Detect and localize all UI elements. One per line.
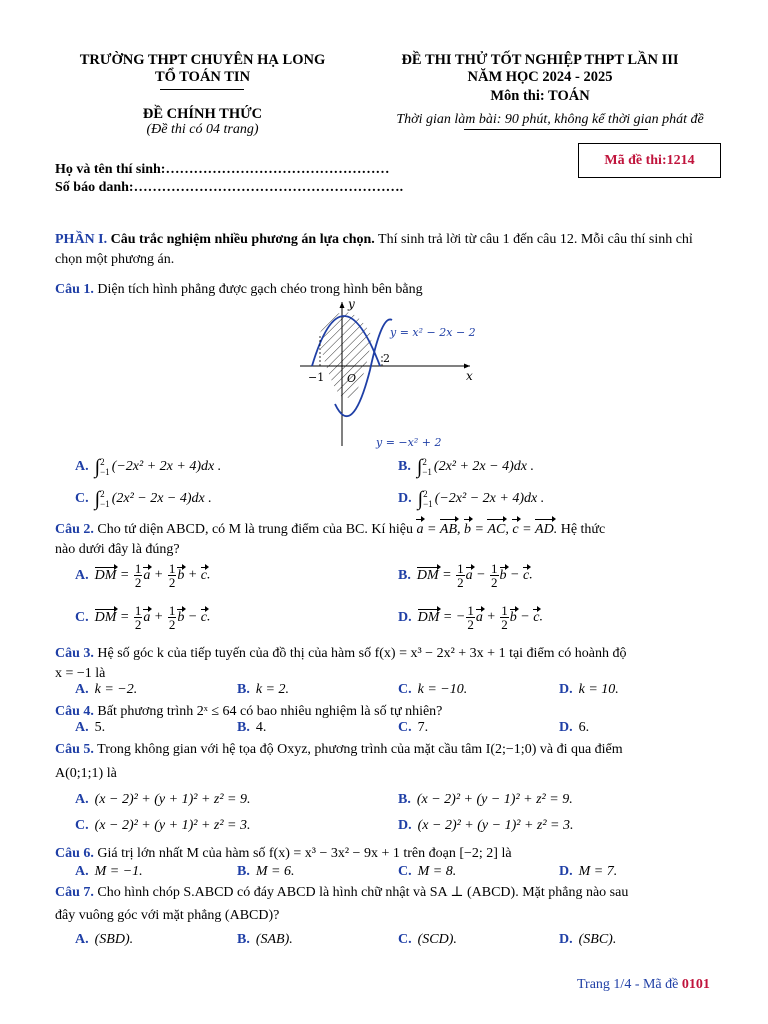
q4-opt-d: 6. (578, 720, 590, 735)
q1-opt-c-expr: (2x² − 2x − 4)dx . (111, 491, 212, 506)
x-axis-label: x (466, 369, 473, 383)
tick-two: 2 (383, 352, 390, 365)
option-letter: C. (398, 682, 412, 697)
q5-option-c[interactable] (75, 818, 250, 834)
q1-text: Diện tích hình phẳng được gạch chéo trong hình bên bằng (97, 282, 423, 297)
q6-option-b[interactable] (237, 864, 294, 880)
q2-text3: nào dưới đây là đúng? (55, 542, 180, 557)
question-3 (55, 644, 720, 664)
subject: Môn thi: TOÁN (490, 88, 590, 104)
q1-opt-b-expr: (2x² + 2x − 4)dx . (433, 459, 534, 474)
official-label: ĐỀ CHÍNH THỨC (142, 106, 263, 122)
q6-opt-d: M = 7. (578, 864, 618, 879)
q6-option-a[interactable] (75, 864, 143, 880)
q7-opt-c: (SCD). (417, 932, 457, 947)
q4-option-c[interactable] (398, 720, 428, 736)
q5-opt-b: (x − 2)² + (y − 1)² + z² = 9. (416, 792, 573, 807)
option-letter: B. (237, 864, 250, 879)
q6-opt-b: M = 6. (255, 864, 295, 879)
footer-code: 0101 (681, 977, 710, 992)
q3-label: Câu 3. (55, 646, 94, 661)
time-underline (464, 129, 648, 130)
option-letter: A. (75, 682, 89, 697)
q4-label: Câu 4. (55, 704, 94, 719)
q7-opt-b: (SAB). (255, 932, 293, 947)
q5-option-b[interactable] (398, 792, 573, 808)
option-letter: B. (398, 567, 411, 583)
option-letter: D. (398, 818, 412, 833)
q5-text2: A(0;1;1) là (55, 766, 117, 781)
q5-option-d[interactable] (398, 818, 573, 834)
curve1-label: y = x² − 2x − 2 (390, 326, 476, 339)
option-letter: C. (75, 609, 89, 625)
option-letter: A. (75, 864, 89, 879)
option-letter: C. (398, 864, 412, 879)
footer-text: Trang 1/4 - Mã đề (577, 977, 679, 992)
option-letter: B. (237, 720, 250, 735)
q1-option-b[interactable]: B. ∫ 2 −1 (2x² + 2x − 4)dx . (398, 456, 534, 478)
q1-option-d[interactable]: D. ∫ 2 −1 (−2x² − 2x + 4)dx . (398, 488, 545, 510)
q4-text: Bất phương trình 2ˣ ≤ 64 có bao nhiêu nghiệm là số tự nhiên? (97, 704, 443, 719)
option-letter: B. (237, 932, 250, 947)
q5-label: Câu 5. (55, 742, 94, 757)
exam-title: ĐỀ THI THỬ TỐT NGHIỆP THPT LẦN III (401, 52, 679, 68)
q7-option-a[interactable] (75, 932, 133, 948)
header-divider (160, 89, 244, 90)
question-7 (55, 883, 720, 903)
q7-option-d[interactable] (559, 932, 616, 948)
q7-option-b[interactable] (237, 932, 293, 948)
option-letter: A. (75, 932, 89, 947)
question-2: Câu 2. Cho tứ diện ABCD, có M là trung điểm của BC. Kí hiệu a = AB, b = AC, c = AD. Hệ thức (55, 520, 715, 540)
pages-note: (Đề thi có 04 trang) (146, 122, 259, 137)
option-letter: C. (75, 818, 89, 833)
q1-graph (290, 294, 500, 454)
q6-option-c[interactable] (398, 864, 456, 880)
q6-opt-a: M = −1. (94, 864, 143, 879)
candidate-name-field: Họ và tên thí sinh:………………………………………… (55, 162, 390, 177)
option-letter: C. (75, 491, 89, 506)
q2-option-d[interactable]: D. DM = − $\frac{1}{2}$ a + $\frac{1}{2}$ b − c. (398, 603, 543, 632)
q3-text: Hệ số góc k của tiếp tuyến của đồ thị của hàm số f(x) = x³ − 2x² + 3x + 1 tại điểm có hoành độ (97, 646, 627, 661)
q4-opt-a: 5. (94, 720, 106, 735)
option-letter: D. (559, 720, 573, 735)
part1-title-bold: Câu trắc nghiệm nhiều phương án lựa chọn. (110, 232, 375, 247)
q7-label: Câu 7. (55, 885, 94, 900)
q6-text: Giá trị lớn nhất M của hàm số f(x) = x³ − 3x² − 9x + 1 trên đoạn [−2; 2] là (97, 846, 512, 861)
q6-option-d[interactable] (559, 864, 617, 880)
time-limit: Thời gian làm bài: 90 phút, không kể thời gian phát đề (396, 112, 704, 127)
q1-opt-d-expr: (−2x² − 2x + 4)dx . (434, 491, 545, 506)
curve2-label: y = −x² + 2 (376, 436, 442, 449)
q2-option-c[interactable]: C. DM = $\frac{1}{2}$ a + $\frac{1}{2}$ b − c. (75, 603, 211, 632)
q7-opt-d: (SBC). (578, 932, 617, 947)
exam-code-box: Mã đề thi:1214 (578, 143, 721, 178)
part1-instructions (55, 230, 715, 270)
q4-opt-c: 7. (417, 720, 429, 735)
school-year: NĂM HỌC 2024 - 2025 (467, 69, 613, 85)
q3-option-a[interactable] (75, 682, 137, 698)
question-5 (55, 740, 720, 760)
q5-opt-c: (x − 2)² + (y + 1)² + z² = 3. (94, 818, 251, 833)
q3-opt-a: k = −2. (94, 682, 138, 697)
q4-option-d[interactable] (559, 720, 589, 736)
q4-option-b[interactable] (237, 720, 266, 736)
q2-text1: Cho tứ diện ABCD, có M là trung điểm của BC. Kí hiệu (97, 522, 413, 537)
q6-opt-c: M = 8. (417, 864, 457, 879)
candidate-id-field: Số báo danh:…………………………………………………. (55, 180, 404, 195)
q7-opt-a: (SBD). (94, 932, 134, 947)
q7-option-c[interactable] (398, 932, 457, 948)
shaded-region (318, 312, 372, 398)
option-letter: A. (75, 792, 89, 807)
option-letter: C. (398, 720, 412, 735)
question-6 (55, 844, 720, 864)
q3-text2: x = −1 là (55, 666, 106, 681)
q5-opt-d: (x − 2)² + (y − 1)² + z² = 3. (417, 818, 574, 833)
y-axis-arrow (340, 302, 345, 308)
option-letter: A. (75, 459, 89, 474)
option-letter: C. (398, 932, 412, 947)
option-letter: D. (398, 609, 412, 625)
option-letter: B. (398, 792, 411, 807)
q6-label: Câu 6. (55, 846, 94, 861)
q4-option-a[interactable] (75, 720, 105, 736)
option-letter: D. (559, 932, 573, 947)
page-footer (577, 977, 710, 993)
q2-text2: Hệ thức (560, 522, 606, 537)
x-axis-arrow (464, 364, 470, 369)
option-letter: D. (398, 491, 412, 506)
part1-text: Thí sinh trả lời từ câu 1 đến câu 12. Mỗi câu thí sinh chỉ chọn một phương án. (55, 232, 693, 267)
school-name: TRƯỜNG THPT CHUYÊN HẠ LONG (79, 52, 326, 68)
option-letter: D. (559, 682, 573, 697)
q1-label: Câu 1. (55, 282, 94, 297)
q3-option-c[interactable] (398, 682, 467, 698)
option-letter: D. (559, 864, 573, 879)
option-letter: A. (75, 720, 89, 735)
q7-text2: đây vuông góc với mặt phẳng (ABCD)? (55, 908, 280, 923)
q3-opt-c: k = −10. (417, 682, 468, 697)
q3-option-d[interactable] (559, 682, 619, 698)
y-axis-label: y (348, 297, 355, 311)
q2-label: Câu 2. (55, 522, 94, 537)
q5-text: Trong không gian với hệ tọa độ Oxyz, phương trình của mặt cầu tâm I(2;−1;0) và đi qua điểm (97, 742, 623, 757)
q7-text: Cho hình chóp S.ABCD có đáy ABCD là hình chữ nhật và SA ⊥ (ABCD). Mặt phẳng nào sau (97, 885, 629, 900)
q2-option-a[interactable]: A. DM = $\frac{1}{2}$ a + $\frac{1}{2}$ b + c. (75, 561, 211, 590)
q4-opt-b: 4. (255, 720, 267, 735)
department: TỔ TOÁN TIN (154, 69, 251, 85)
q1-opt-a-expr: (−2x² + 2x + 4)dx . (111, 459, 222, 474)
tick-minus-one: −1 (308, 371, 325, 384)
option-letter: B. (237, 682, 250, 697)
origin-label: O (347, 372, 357, 385)
q1-option-a[interactable]: A. ∫ 2 −1 (−2x² + 2x + 4)dx . (75, 456, 222, 478)
part1-title: PHẦN I. (55, 232, 108, 247)
option-letter: A. (75, 567, 89, 583)
q3-option-b[interactable] (237, 682, 289, 698)
question-4 (55, 702, 442, 722)
q3-opt-d: k = 10. (578, 682, 619, 697)
q5-opt-a: (x − 2)² + (y + 1)² + z² = 9. (94, 792, 251, 807)
q5-option-a[interactable] (75, 792, 250, 808)
q2-option-b[interactable]: B. DM = $\frac{1}{2}$ a − $\frac{1}{2}$ b − c. (398, 561, 533, 590)
option-letter: B. (398, 459, 411, 474)
q3-opt-b: k = 2. (255, 682, 290, 697)
q1-option-c[interactable]: C. ∫ 2 −1 (2x² − 2x − 4)dx . (75, 488, 212, 510)
